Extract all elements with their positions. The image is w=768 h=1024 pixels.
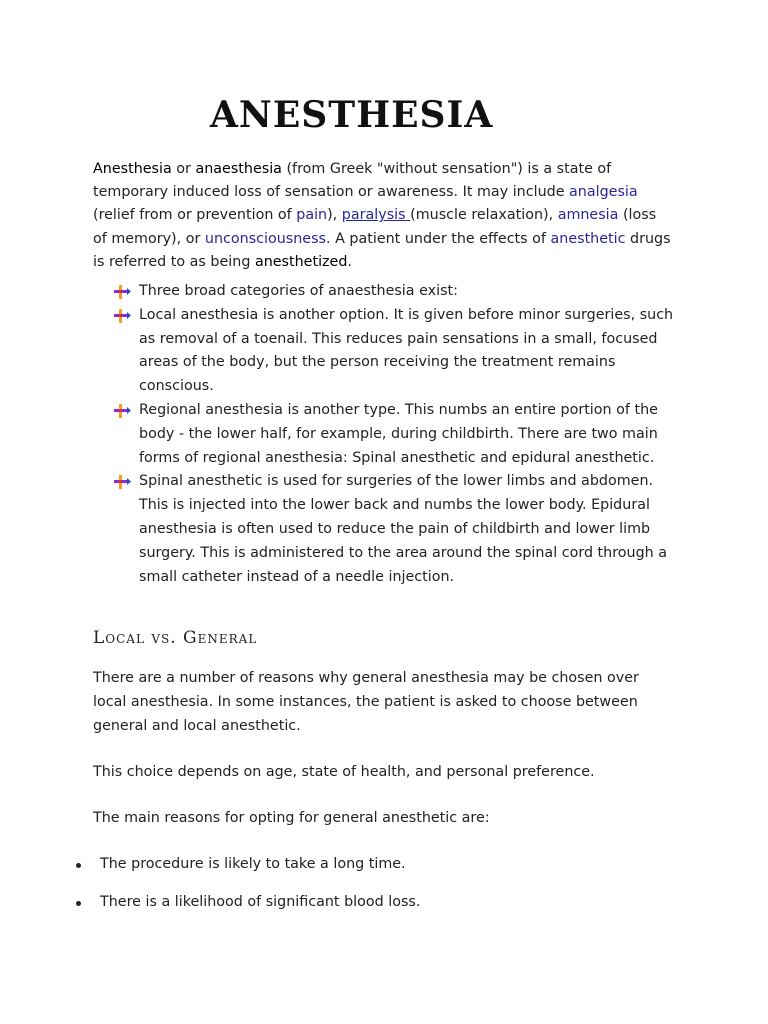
term-anaesthesia: anaesthesia [195, 161, 282, 177]
paragraph: There are a number of reasons why general anesthesia may be chosen over local anesthesia. In some instances, the patient is asked to choose between general and local anesthetic. [93, 670, 639, 734]
list-item [113, 399, 683, 470]
intro-text: ), [327, 207, 342, 224]
link-anesthetic[interactable]: anesthetic [550, 230, 626, 247]
plus-arrow-icon [113, 474, 131, 490]
link-paralysis[interactable]: paralysis [341, 207, 411, 224]
link-unconsciousness[interactable]: unconsciousness [204, 230, 326, 247]
intro-paragraph [93, 158, 673, 274]
list-item [113, 304, 683, 399]
list-item-text: The procedure is likely to take a long time. [100, 856, 406, 872]
document-title: ANESTHESIA [210, 94, 494, 136]
intro-text: . [347, 253, 352, 270]
link-amnesia[interactable]: amnesia [557, 207, 619, 224]
list-item [76, 891, 420, 915]
list-item-text: Local anesthesia is another option. It is given before minor surgeries, such as removal of a toenail. This reduces pain sensations in a small, focused areas of the body, but the person receiving the treatment remains conscious. [139, 306, 674, 395]
list-item-text: There is a likelihood of significant blood loss. [100, 893, 421, 910]
list-item [76, 853, 420, 877]
list-item [113, 280, 683, 304]
term-anesthetized: anesthetized [254, 253, 348, 270]
plus-arrow-icon [113, 403, 131, 419]
link-analgesia[interactable]: analgesia [569, 184, 638, 201]
category-list [113, 280, 683, 589]
list-item-text: Regional anesthesia is another type. This numbs an entire portion of the body - the lower half, for example, during childbirth. There are two main forms of regional anesthesia: Spinal anesthetic and epidural anesthetic. [139, 401, 658, 466]
list-item-text: Three broad categories of anaesthesia exist: [139, 283, 458, 299]
reasons-list [76, 853, 420, 929]
plus-arrow-icon [113, 308, 131, 324]
dot-icon [76, 863, 81, 868]
link-pain[interactable]: pain [296, 207, 328, 224]
plus-arrow-icon [113, 284, 131, 300]
paragraph: The main reasons for opting for general anesthetic are: [93, 810, 490, 826]
paragraph: This choice depends on age, state of health, and personal preference. [93, 764, 595, 780]
intro-text: or [171, 161, 196, 177]
intro-text: drugs is referred to as being [93, 230, 671, 270]
dot-icon [76, 901, 81, 906]
list-item [113, 470, 683, 589]
section-heading: Local vs. General [93, 628, 258, 648]
intro-text: (from Greek "without sensation") is a state of temporary induced loss of sensation or awareness. It may include [93, 161, 612, 201]
intro-text: . A patient under the effects of [326, 230, 551, 247]
list-item-text: Spinal anesthetic is used for surgeries of the lower limbs and abdomen. This is injected into the lower back and numbs the lower body. Epidural anesthesia is often used to reduce the pain of childbirth and lower limb surgery. This is administered to the area around the spinal cord through a small catheter instead of a needle injection. [139, 473, 668, 585]
term-anesthesia: Anesthesia [93, 161, 172, 177]
intro-text: (relief from or prevention of [93, 207, 297, 224]
intro-text: (muscle relaxation), [410, 207, 558, 224]
intro-text: (loss of memory), or [93, 207, 657, 247]
